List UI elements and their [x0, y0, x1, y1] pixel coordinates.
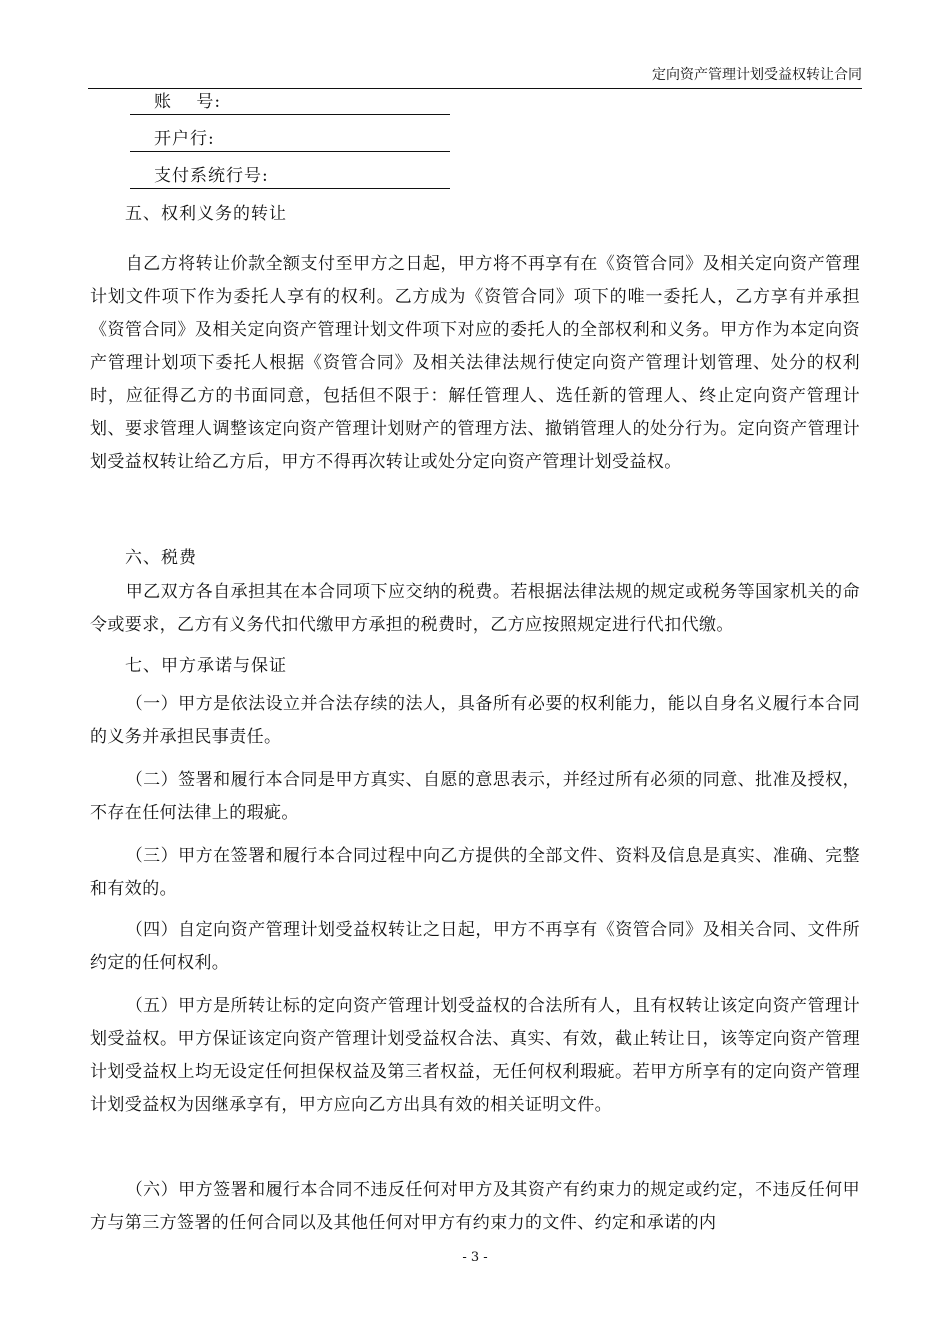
bank-label: 开户行: [154, 129, 215, 149]
section-7-item-3: （三）甲方在签署和履行本合同过程中向乙方提供的全部文件、资料及信息是真实、准确、完整和有效的。 [90, 846, 860, 899]
section-7-item-5: （五）甲方是所转让标的定向资产管理计划受益权的合法所有人，且有权转让该定向资产管理计划受益权。甲方保证该定向资产管理计划受益权合法、真实、有效，截止转让日，该等定向资产管理计划受益权上均无设定任何担保权益及第三者权益，无任何权利瑕疵。若甲方所享有的定向资产管理计划受益权为因继承享有，甲方应向乙方出具有效的相关证明文件。 [90, 996, 860, 1115]
page-number: - 3 - [462, 1250, 488, 1265]
section-7-item-4: （四）自定向资产管理计划受益权转让之日起，甲方不再享有《资管合同》及相关合同、文件所约定的任何权利。 [90, 920, 860, 973]
section-7-item-2: （二）签署和履行本合同是甲方真实、自愿的意思表示，并经过所有必须的同意、批准及授权，不存在任何法律上的瑕疵。 [90, 770, 860, 823]
account-label: 账 号: [154, 92, 222, 112]
section-7-heading: 七、甲方承诺与保证 [125, 656, 287, 676]
section-6-heading: 六、税费 [125, 548, 197, 568]
page-header-title: 定向资产管理计划受益权转让合同 [652, 67, 862, 83]
section-6-paragraph: 甲乙双方各自承担其在本合同项下应交纳的税费。若根据法律法规的规定或税务等国家机关的命令或要求，乙方有义务代扣代缴甲方承担的税费时，乙方应按照规定进行代扣代缴。 [90, 582, 860, 635]
section-5-paragraph: 自乙方将转让价款全额支付至甲方之日起，甲方将不再享有在《资管合同》及相关定向资产管理计划文件项下作为委托人享有的权利。乙方成为《资管合同》项下的唯一委托人，乙方享有并承担《资管合同》及相关定向资产管理计划文件项下对应的委托人的全部权利和义务。甲方作为本定向资产管理计划项下委托人根据《资管合同》及相关法律法规行使定向资产管理计划管理、处分的权利时，应征得乙方的书面同意，包括但不限于：解任管理人、选任新的管理人、终止定向资产管理计划、要求管理人调整该定向资产管理计划财产的管理方法、撤销管理人的处分行为。定向资产管理计划受益权转让给乙方后，甲方不得再次转让或处分定向资产管理计划受益权。 [90, 254, 860, 472]
header-rule [88, 88, 862, 89]
section-7-item-6: （六）甲方签署和履行本合同不违反任何对甲方及其资产有约束力的规定或约定，不违反任何甲方与第三方签署的任何合同以及其他任何对甲方有约束力的文件、约定和承诺的内 [90, 1180, 860, 1233]
payment-code-field [130, 164, 450, 189]
bank-field [130, 127, 450, 152]
payment-code-label: 支付系统行号: [154, 166, 269, 186]
section-7-item-1: （一）甲方是依法设立并合法存续的法人，具备所有必要的权利能力，能以自身名义履行本合同的义务并承担民事责任。 [90, 694, 860, 747]
section-5-heading: 五、权利义务的转让 [125, 204, 287, 224]
account-field [130, 90, 450, 115]
